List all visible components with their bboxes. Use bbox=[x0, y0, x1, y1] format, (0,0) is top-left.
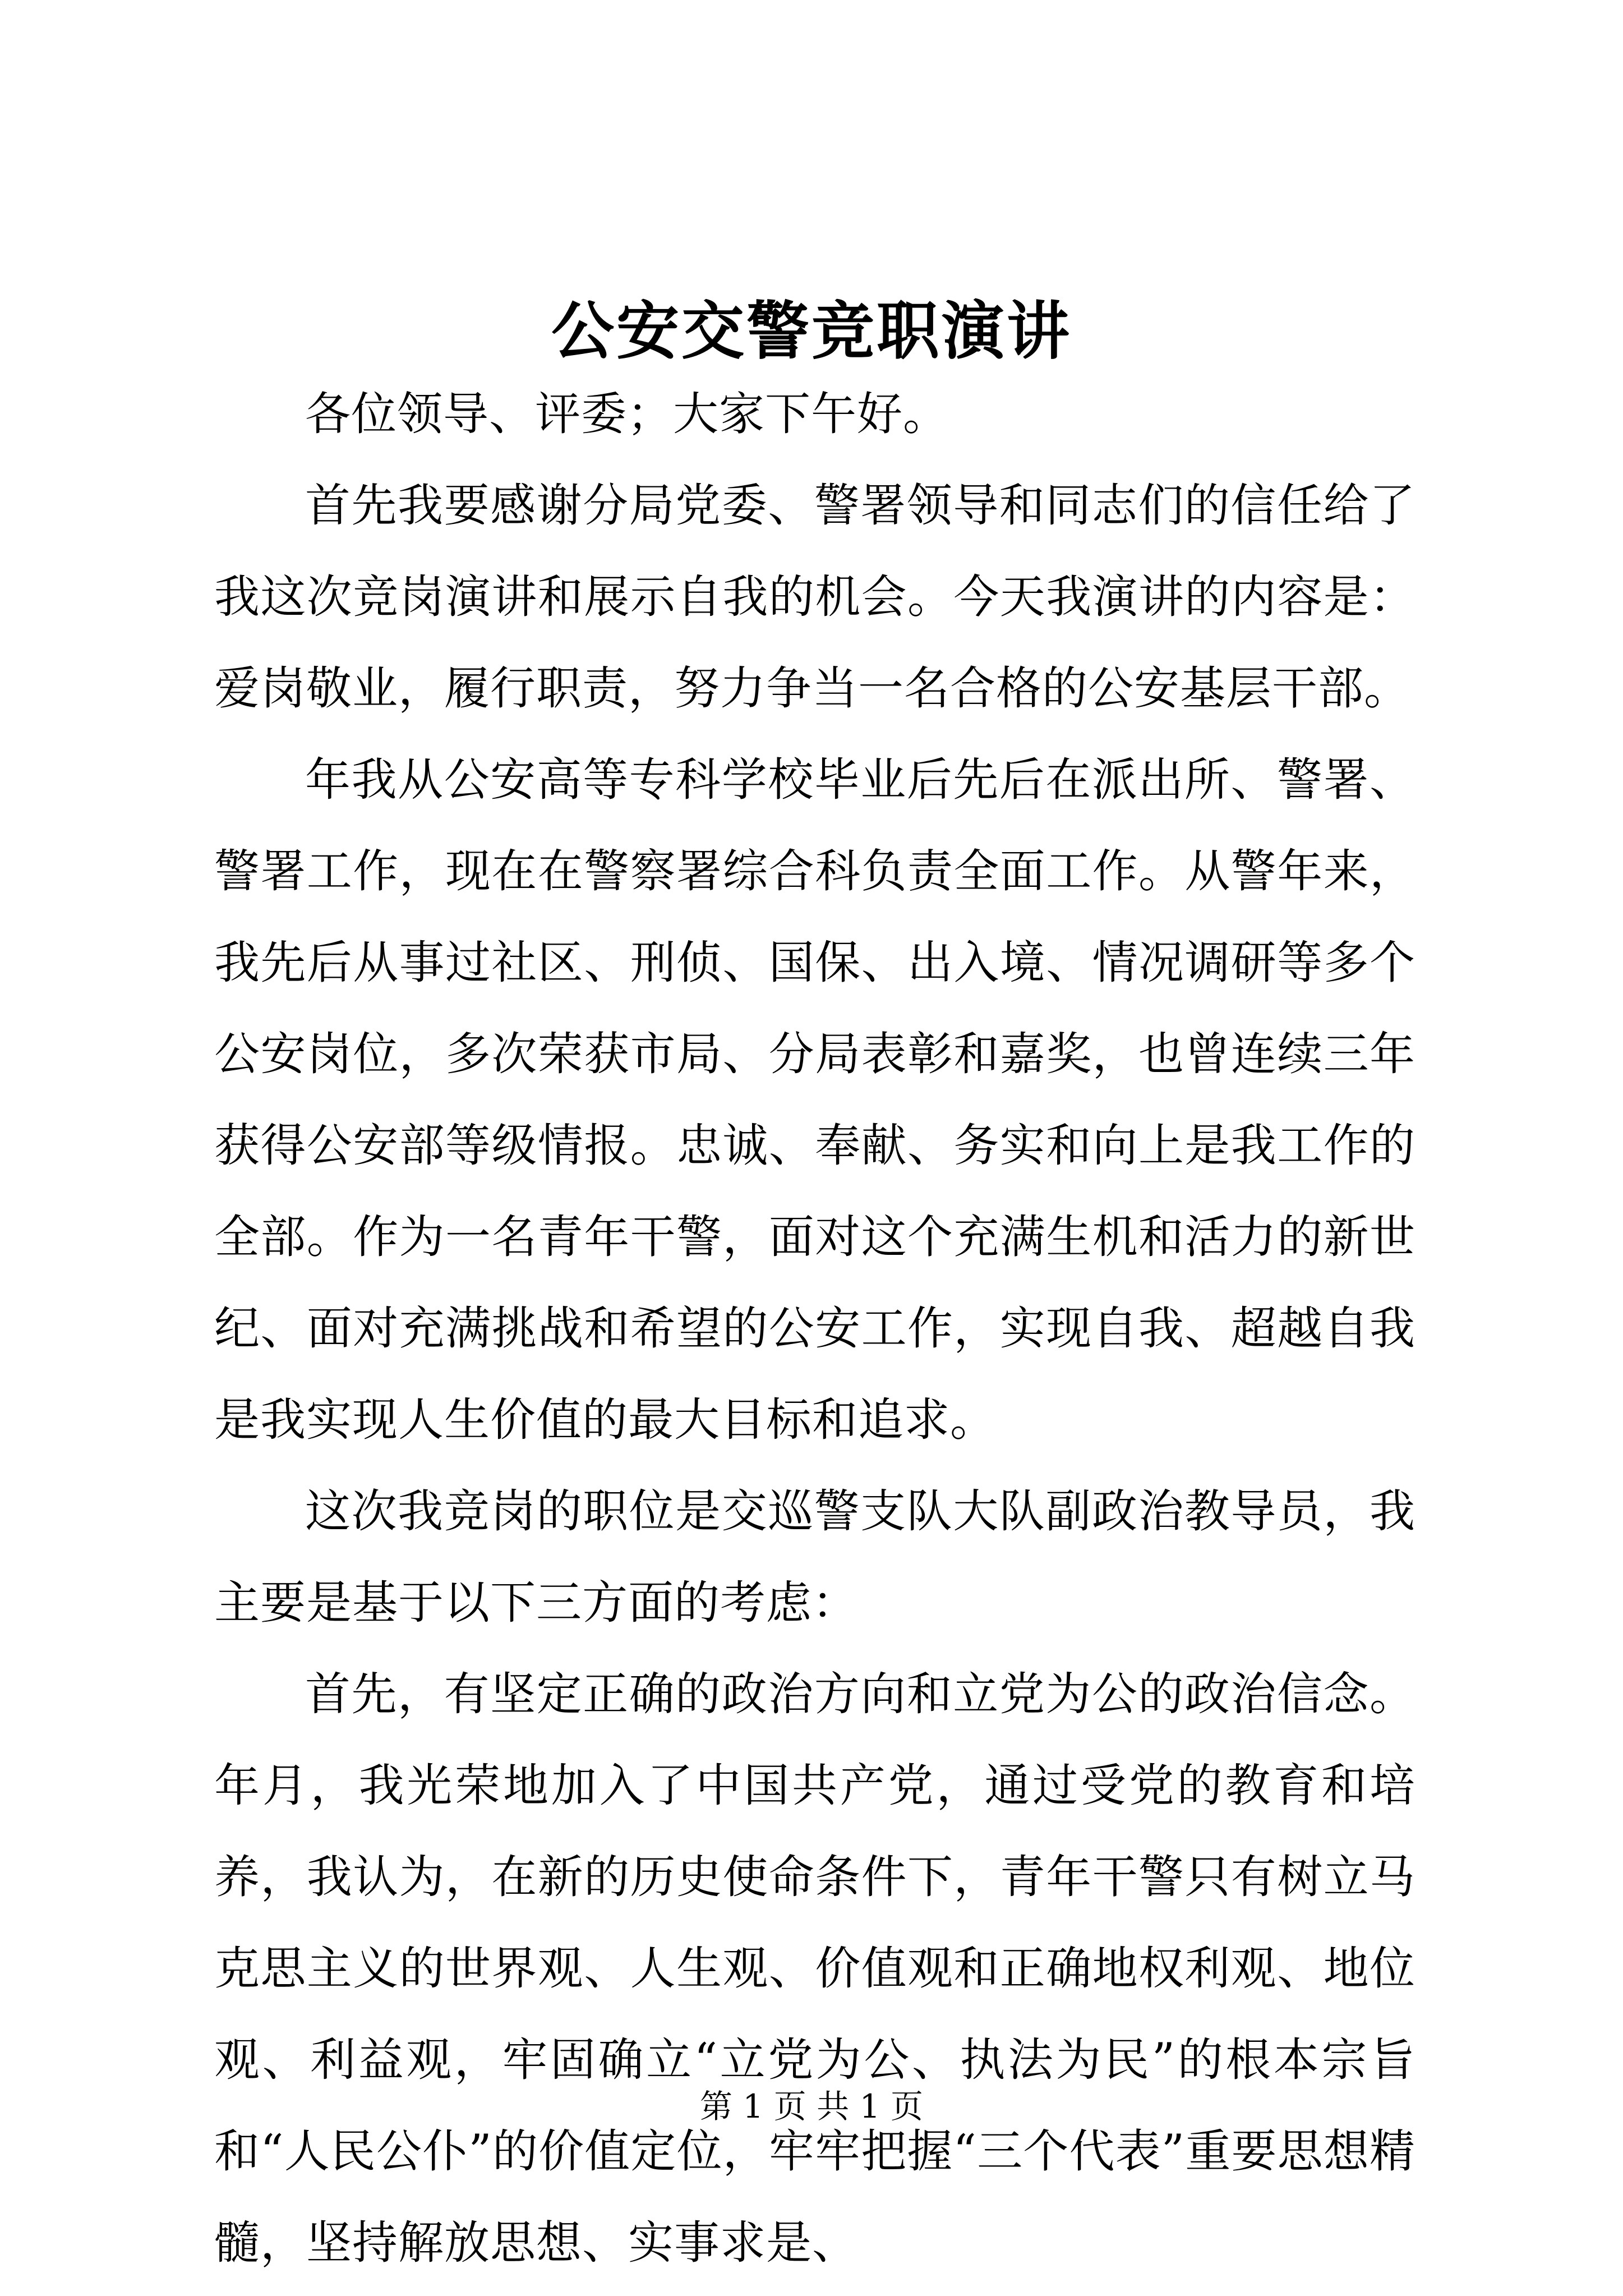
paragraph-background: 年我从公安高等专科学校毕业后先后在派出所、警署、警署工作，现在在警察署综合科负责全面工作。从警年来，我先后从事过社区、刑侦、国保、出入境、情况调研等多个公安岗位，多次荣获市局、分局表彰和嘉奖，也曾连续三年获得公安部等级情报。忠诚、奉献、务实和向上是我工作的全部。作为一名青年干警，面对这个充满生机和活力的新世纪、面对充满挑战和希望的公安工作，实现自我、超越自我是我实现人生价值的最大目标和追求。 bbox=[214, 754, 1415, 1447]
document-title: 公安交警竞职演讲 bbox=[551, 295, 1072, 368]
paragraph-first-reason: 首先，有坚定正确的政治方向和立党为公的政治信念。年月，我光荣地加入了中国共产党，通过受党的教育和培养，我认为，在新的历史使命条件下，青年干警只有树立马克思主义的世界观、人生观、价值观和正确地权利观、地位观、利益观，牢固确立“立党为公、执法为民”的根本宗旨和“人民公仆”的价值定位，牢牢把握“三个代表”重要思想精髓，坚持解放思想、实事求是、 bbox=[214, 1668, 1415, 2270]
page-number-footer: 第 1 页 共 1 页 bbox=[700, 2087, 923, 2125]
paragraph-thanks: 首先我要感谢分局党委、警署领导和同志们的信任给了我这次竞岗演讲和展示自我的机会。今天我演讲的内容是：爱岗敬业，履行职责，努力争当一名合格的公安基层干部。 bbox=[214, 480, 1415, 715]
paragraph-position: 这次我竞岗的职位是交巡警支队大队副政治教导员，我主要是基于以下三方面的考虑： bbox=[214, 1485, 1415, 1630]
document-body bbox=[214, 369, 1415, 2289]
paragraph-greeting: 各位领导、评委；大家下午好。 bbox=[305, 388, 949, 441]
